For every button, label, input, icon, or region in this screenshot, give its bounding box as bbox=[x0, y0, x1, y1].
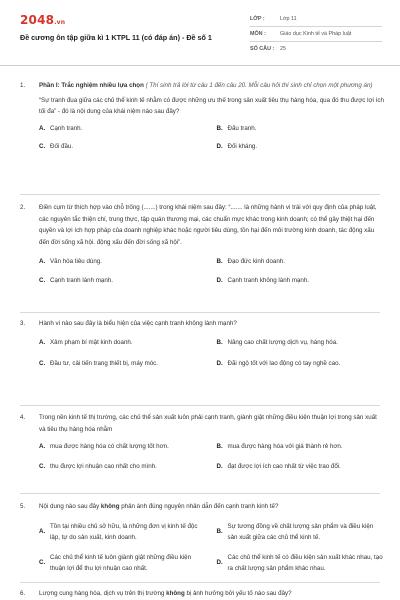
question-text: Điền cụm từ thích hợp vào chỗ trống (.......) trong khái niệm sau đây: “....... là những hành vi trái với quy định của pháp luật, các nguyên tắc thiện chí, trung thực, tập quán thương mại, các chuẩn mực khác trong kinh doanh; có thể gây thiệt hại đến quyền và lợi ích hợp pháp của doanh nghiệp khác hoặc người tiêu dùng, tồn hại đến môi trường kinh doanh, tác động xấu đến đời sống xã hội. động xấu đến đời sống xã hội”. bbox=[39, 204, 377, 246]
option-text: Đãi ngộ tốt với lao động có tay nghề cao. bbox=[227, 360, 341, 367]
option-a[interactable] bbox=[39, 337, 207, 349]
option-d[interactable] bbox=[217, 552, 385, 575]
option-text: Nâng cao chất lượng dịch vụ, hàng hóa. bbox=[227, 338, 338, 346]
section-heading bbox=[39, 80, 384, 92]
option-d[interactable] bbox=[217, 358, 385, 370]
option-label: A. bbox=[39, 528, 46, 536]
answer-options bbox=[20, 441, 384, 472]
option-text: Cạnh tranh lành mạnh. bbox=[50, 276, 113, 284]
option-label: D. bbox=[216, 559, 223, 567]
option-text: Các chủ thể kinh tế có điều kiện sản xuất khác nhau, tạo ra chất lượng sản phẩm khác nhau. bbox=[227, 553, 383, 572]
option-label: A. bbox=[39, 443, 46, 450]
option-text: Đạo đức kinh doanh. bbox=[227, 258, 285, 265]
question-2 bbox=[20, 202, 384, 286]
question-6 bbox=[20, 588, 384, 600]
meta-row-class bbox=[250, 12, 382, 27]
question-number: 2. bbox=[20, 204, 26, 211]
page-header bbox=[0, 0, 400, 66]
question-6-head bbox=[20, 588, 384, 600]
option-text: Sự tương đồng về chất lượng sản phẩm và điều kiện sản xuất giữa các chủ thể kinh tế. bbox=[227, 522, 374, 541]
question-1 bbox=[20, 80, 384, 153]
option-text: mua được hàng hóa với giá thành rẻ hơn. bbox=[227, 443, 343, 450]
question-3 bbox=[20, 318, 384, 370]
question-divider bbox=[20, 582, 380, 583]
option-b[interactable] bbox=[217, 123, 385, 135]
document-title: Đề cương ôn tập giữa kì 1 KTPL 11 (có đáp án) - Đề số 1 bbox=[20, 33, 212, 42]
question-text: “Sự tranh đua giữa các chủ thể kinh tế nhằm có được những ưu thế trong sản xuất tiêu thụ hàng hóa, qua đó thu được lợi ích tối đa” - đó là nội dung của khái niệm nào sau đây? bbox=[39, 96, 384, 115]
logo-number: 2048 bbox=[20, 13, 55, 27]
option-a[interactable] bbox=[39, 256, 207, 268]
question-2-head bbox=[20, 202, 384, 248]
option-text: Cạnh tranh không lành mạnh. bbox=[227, 276, 310, 284]
answer-options bbox=[20, 337, 384, 370]
option-a[interactable] bbox=[39, 521, 207, 544]
question-text-part: bị ảnh hưởng bởi yếu tố nào sau đây? bbox=[184, 590, 292, 597]
option-label: B. bbox=[216, 258, 223, 265]
question-text: Trong nền kinh tế thị trường, các chủ thể sản xuất luôn phải cạnh tranh, giành giật những điều kiện thuận lợi trong sản xuất và tiêu thụ hàng hóa nhằm bbox=[39, 414, 377, 433]
option-c[interactable] bbox=[39, 461, 207, 473]
option-label: A. bbox=[39, 338, 46, 346]
question-divider bbox=[20, 493, 380, 494]
question-1-head bbox=[20, 80, 384, 92]
subject-value: Giáo dục Kinh tế và Pháp luật bbox=[280, 31, 352, 37]
option-c[interactable] bbox=[39, 552, 207, 575]
option-text: mua được hàng hóa có chất lượng tốt hơn. bbox=[50, 443, 169, 450]
section-note: ( Thí sinh trả lời từ câu 1 đến câu 20. Mỗi câu hỏi thí sinh chỉ chọn một phương án) bbox=[145, 82, 373, 89]
class-label: LỚP : bbox=[250, 16, 265, 22]
option-d[interactable] bbox=[217, 461, 385, 473]
option-label: D. bbox=[216, 276, 223, 284]
question-4-head bbox=[20, 412, 384, 435]
option-text: đạt được lợi ích cao nhất từ việc trao đổi. bbox=[227, 462, 341, 470]
option-text: Đối kháng. bbox=[227, 143, 258, 150]
option-d[interactable] bbox=[217, 275, 385, 287]
option-a[interactable] bbox=[39, 441, 207, 453]
option-label: C. bbox=[39, 360, 46, 367]
question-divider bbox=[20, 405, 380, 406]
option-text: thu được lợi nhuận cao nhất cho mình. bbox=[50, 462, 157, 470]
question-text bbox=[39, 501, 384, 513]
option-text: Cạnh tranh. bbox=[50, 124, 83, 132]
option-label: B. bbox=[216, 443, 223, 450]
option-label: C. bbox=[39, 462, 46, 470]
option-label: C. bbox=[39, 143, 46, 150]
question-divider bbox=[20, 312, 380, 313]
option-c[interactable] bbox=[39, 275, 207, 287]
option-label: B. bbox=[216, 528, 223, 536]
option-label: C. bbox=[39, 276, 46, 284]
question-number: 4. bbox=[20, 414, 26, 421]
question-count-value: 25 bbox=[280, 46, 286, 52]
option-label: D. bbox=[216, 462, 223, 470]
header-divider bbox=[0, 65, 400, 66]
question-text bbox=[39, 588, 384, 600]
option-text: Tồn tại nhiều chủ sở hữu, là những đơn vị kinh tế độc lập, tự do sản xuất, kinh doanh. bbox=[50, 522, 198, 541]
question-number: 3. bbox=[20, 320, 26, 327]
option-text: Đầu tư, cải tiến trang thiết bị, máy móc. bbox=[50, 360, 159, 367]
option-b[interactable] bbox=[217, 256, 385, 268]
question-text-part: Nội dung nào sau đây bbox=[39, 503, 101, 510]
meta-row-question-count bbox=[250, 42, 382, 56]
option-a[interactable] bbox=[39, 123, 207, 135]
option-label: D. bbox=[216, 360, 223, 367]
question-count-label: SỐ CÂU : bbox=[250, 46, 275, 52]
question-5 bbox=[20, 501, 384, 575]
question-emphasis: không bbox=[100, 503, 120, 510]
question-number: 5. bbox=[20, 503, 26, 510]
question-text-part: phản ánh đúng nguyên nhân dẫn đến cạnh tranh kinh tế? bbox=[119, 503, 279, 510]
option-text: Xâm phạm bí mật kinh doanh. bbox=[50, 338, 133, 346]
option-text: Đấu tranh. bbox=[227, 124, 257, 132]
option-label: D. bbox=[216, 143, 223, 150]
question-divider bbox=[20, 194, 380, 195]
answer-options bbox=[20, 256, 384, 286]
option-d[interactable] bbox=[217, 141, 385, 153]
option-b[interactable] bbox=[217, 521, 385, 544]
option-b[interactable] bbox=[217, 337, 385, 349]
section-title: Phần I: Trắc nghiệm nhiều lựa chọn bbox=[39, 82, 144, 89]
answer-options bbox=[20, 123, 384, 153]
question-3-head bbox=[20, 318, 384, 330]
meta-row-subject bbox=[250, 27, 382, 42]
option-label: C. bbox=[39, 559, 46, 567]
option-text: Đối đầu. bbox=[50, 143, 74, 150]
subject-label: MÔN : bbox=[250, 31, 266, 37]
site-logo[interactable] bbox=[20, 13, 65, 27]
question-4 bbox=[20, 412, 384, 472]
answer-options bbox=[20, 521, 384, 575]
question-text-part: Lượng cung hàng hóa, dịch vụ trên thị trường bbox=[39, 590, 167, 597]
logo-tld: .vn bbox=[54, 19, 66, 26]
question-text: Hành vi nào sau đây là biểu hiện của việc cạnh tranh không lành mạnh? bbox=[39, 320, 237, 327]
class-value: Lớp 11 bbox=[280, 16, 297, 22]
option-c[interactable] bbox=[39, 141, 207, 153]
question-number: 6. bbox=[20, 590, 26, 597]
option-b[interactable] bbox=[217, 441, 385, 453]
option-c[interactable] bbox=[39, 358, 207, 370]
option-label: A. bbox=[39, 258, 46, 265]
option-text: Văn hóa tiêu dùng. bbox=[50, 258, 102, 265]
question-emphasis: không bbox=[166, 590, 185, 597]
option-text: Các chủ thể kinh tế luôn giành giật những điều kiện thuận lợi để thu lợi nhuận cao nhất. bbox=[50, 553, 192, 572]
option-label: A. bbox=[39, 124, 46, 132]
question-number: 1. bbox=[20, 82, 26, 89]
exam-meta bbox=[250, 12, 382, 56]
option-label: B. bbox=[216, 338, 223, 346]
question-5-head bbox=[20, 501, 384, 513]
option-label: B. bbox=[216, 124, 223, 132]
